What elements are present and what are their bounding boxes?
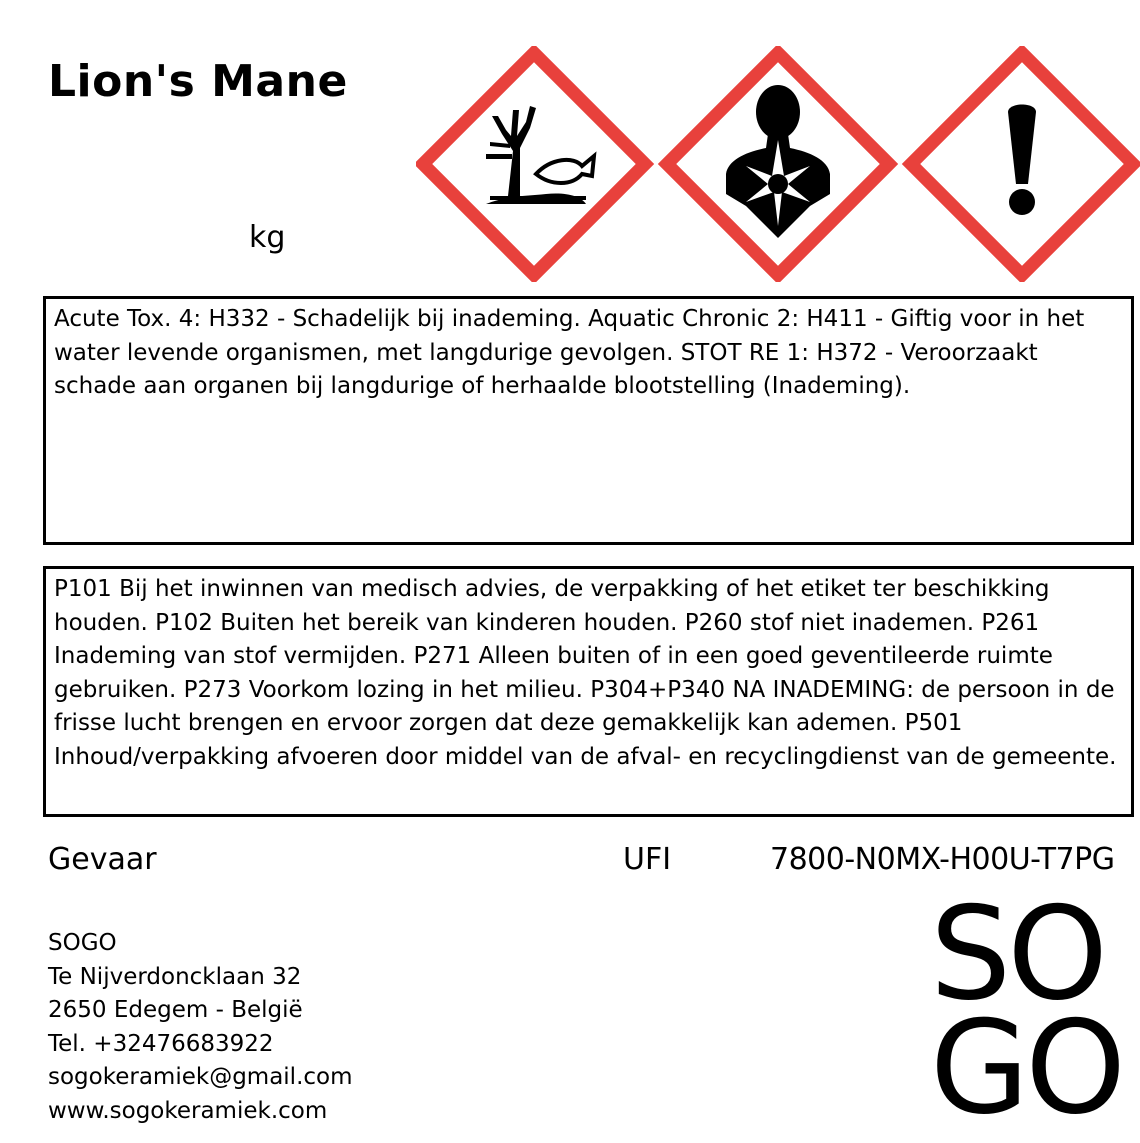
sogo-logo	[930, 880, 1122, 1143]
supplier-address	[48, 927, 353, 1128]
supplier-name: SOGO	[48, 930, 117, 956]
supplier-email: sogokeramiek@gmail.com	[48, 1064, 353, 1090]
precautionary-statements: P101 Bij het inwinnen van medisch advies, de verpakking of het etiket ter beschikking houden. P102 Buiten het bereik van kinderen houden. P260 stof niet inademen. P261 Inademing van stof vermijden. P271 Alleen buiten of in een goed geventileerde ruimte gebruiken. P273 Voorkom lozing in het milieu. P304+P340 NA INADEMING: de persoon in de frisse lucht brengen en ervoor zorgen dat deze gemakkelijk kan ademen. P501 Inhoud/verpakking afvoeren door middel van de afval- en recyclingdienst van de gemeente.	[43, 566, 1134, 817]
exclamation-mark-icon	[911, 53, 1133, 275]
ufi-label: UFI	[623, 842, 672, 877]
hazard-statements: Acute Tox. 4: H332 - Schadelijk bij inademing. Aquatic Chronic 2: H411 - Giftig voor in het water levende organismen, met langdurige gevolgen. STOT RE 1: H372 - Veroorzaakt schade aan organen bij langdurige of herhaalde blootstelling (Inademing).	[43, 296, 1134, 545]
logo-line-1: SO	[930, 880, 1104, 1029]
health-hazard-icon	[667, 53, 889, 275]
ufi-code: 7800-N0MX-H00U-T7PG	[770, 842, 1115, 877]
signal-word: Gevaar	[48, 842, 157, 877]
supplier-street: Te Nijverdoncklaan 32	[48, 963, 302, 990]
ghs-pictograms	[416, 46, 1140, 282]
logo-line-2: GO	[930, 994, 1122, 1143]
supplier-city: 2650 Edegem - België	[48, 997, 303, 1023]
product-unit: kg	[249, 220, 286, 255]
environment-hazard-icon	[423, 53, 645, 275]
supplier-phone: Tel. +32476683922	[48, 1030, 274, 1057]
supplier-website: www.sogokeramiek.com	[48, 1097, 328, 1124]
product-name: Lion's Mane	[48, 56, 348, 107]
